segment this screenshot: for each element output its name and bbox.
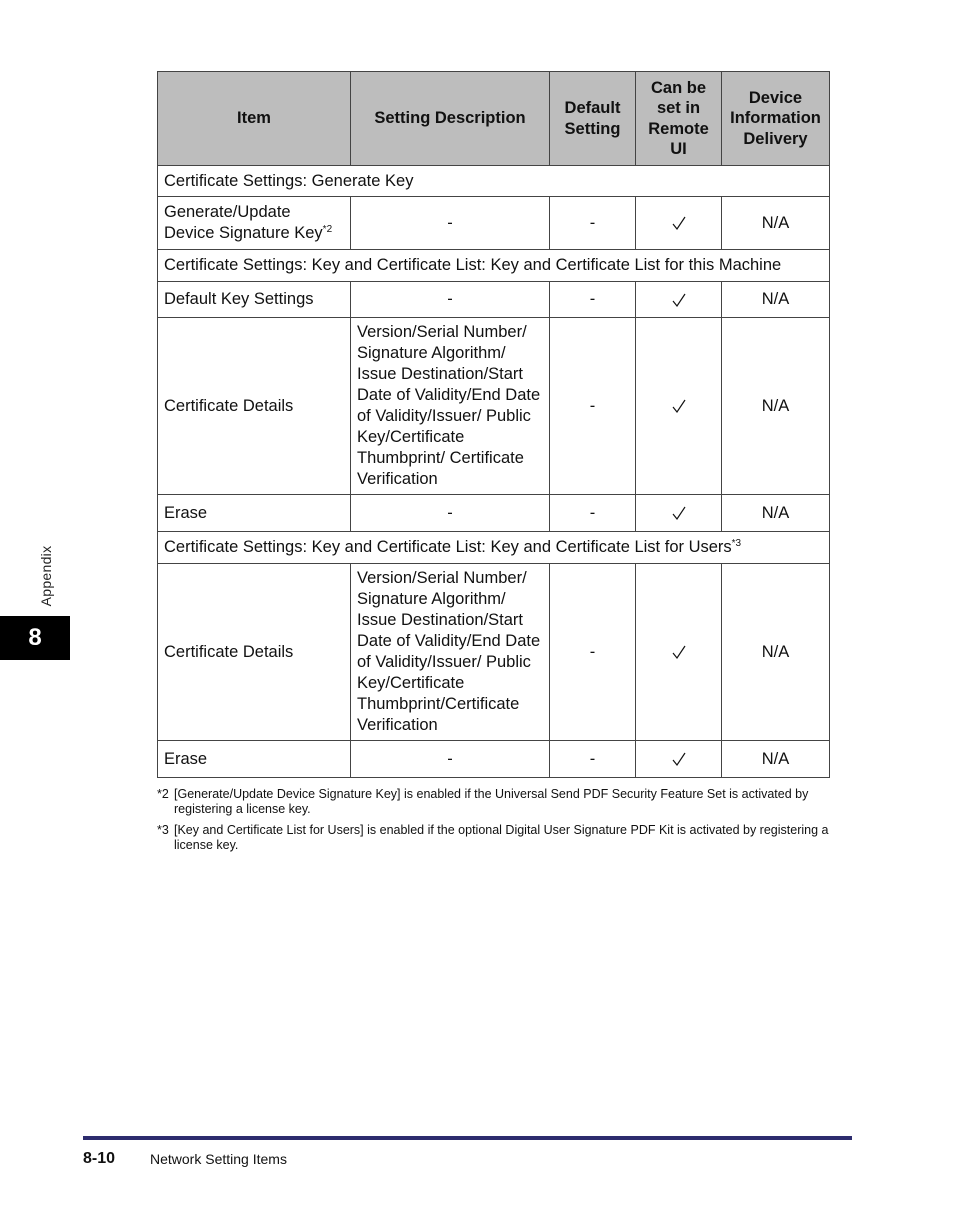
header-device-information-delivery: Device Information Delivery: [722, 72, 830, 166]
cell-description: Version/Serial Number/ Signature Algorithm/ Issue Destination/Start Date of Validity/End Date of Validity/Issuer/ Public Key/Certificate Thumbprint/ Certificate Verification: [351, 318, 550, 495]
footnote-ref: *2: [322, 224, 333, 235]
cell-remote-ui: [636, 741, 722, 778]
checkmark-icon: [671, 644, 687, 660]
cell-default: -: [550, 564, 636, 741]
cell-remote-ui: [636, 197, 722, 250]
checkmark-icon: [671, 505, 687, 521]
cell-remote-ui: [636, 318, 722, 495]
footnote: [157, 787, 851, 817]
footnote: [157, 823, 851, 853]
page-number: 8-10: [83, 1150, 116, 1167]
cell-default: -: [550, 495, 636, 532]
checkmark-icon: [671, 751, 687, 767]
cell-delivery: N/A: [722, 197, 830, 250]
table-row: [158, 282, 830, 318]
cell-delivery: N/A: [722, 495, 830, 532]
table-row: [158, 741, 830, 778]
cell-remote-ui: [636, 564, 722, 741]
checkmark-icon: [671, 215, 687, 231]
checkmark-icon: [671, 292, 687, 308]
section-list-for-machine: Certificate Settings: Key and Certificate List: Key and Certificate List for this Machine: [158, 250, 830, 282]
table-row: [158, 197, 830, 250]
section-label: Certificate Settings: Key and Certificate List: Key and Certificate List for Users: [164, 538, 732, 556]
chapter-number: 8: [28, 624, 42, 651]
footer-divider: [83, 1136, 852, 1140]
cell-default: -: [550, 282, 636, 318]
table-row: [158, 318, 830, 495]
header-default-setting: Default Setting: [550, 72, 636, 166]
cell-item: Certificate Details: [158, 564, 351, 741]
section-list-for-users: [158, 532, 830, 564]
footnote-mark: *3: [157, 823, 169, 837]
table-row: [158, 564, 830, 741]
footnote-ref: *3: [731, 538, 742, 549]
cell-description: Version/Serial Number/ Signature Algorithm/ Issue Destination/Start Date of Validity/End Date of Validity/Issuer/ Public Key/Certificate Thumbprint/Certificate Verification: [351, 564, 550, 741]
cell-item: Erase: [158, 495, 351, 532]
cell-remote-ui: [636, 282, 722, 318]
cell-remote-ui: [636, 495, 722, 532]
table-section-row: [158, 532, 830, 564]
cell-item: [158, 197, 351, 250]
header-item: Item: [158, 72, 351, 166]
cell-item: Certificate Details: [158, 318, 351, 495]
cell-item: Erase: [158, 741, 351, 778]
cell-default: -: [550, 318, 636, 495]
checkmark-icon: [671, 398, 687, 414]
cell-delivery: N/A: [722, 282, 830, 318]
cell-default: -: [550, 741, 636, 778]
section-generate-key: Certificate Settings: Generate Key: [158, 166, 830, 197]
table-section-row: [158, 166, 830, 197]
table-header-row: [158, 72, 830, 166]
header-remote-ui: Can be set in Remote UI: [636, 72, 722, 166]
cell-delivery: N/A: [722, 564, 830, 741]
cell-delivery: N/A: [722, 741, 830, 778]
footnotes: [157, 787, 851, 859]
header-setting-description: Setting Description: [351, 72, 550, 166]
footnote-mark: *2: [157, 787, 169, 801]
network-settings-table: [157, 71, 830, 778]
footnote-text: [Key and Certificate List for Users] is enabled if the optional Digital User Signature PDF Kit is activated by registering a license key.: [174, 823, 829, 852]
cell-description: -: [351, 197, 550, 250]
footnote-text: [Generate/Update Device Signature Key] is enabled if the Universal Send PDF Security Feature Set is activated by registering a license key.: [174, 787, 809, 816]
table-section-row: [158, 250, 830, 282]
chapter-label: Appendix: [38, 545, 54, 607]
table-row: [158, 495, 830, 532]
cell-delivery: N/A: [722, 318, 830, 495]
item-label: Generate/Update Device Signature Key: [164, 203, 323, 242]
cell-description: -: [351, 495, 550, 532]
cell-item: Default Key Settings: [158, 282, 351, 318]
cell-description: -: [351, 741, 550, 778]
chapter-tab[interactable]: [0, 616, 70, 660]
cell-default: -: [550, 197, 636, 250]
footer-title: Network Setting Items: [150, 1151, 287, 1167]
cell-description: -: [351, 282, 550, 318]
